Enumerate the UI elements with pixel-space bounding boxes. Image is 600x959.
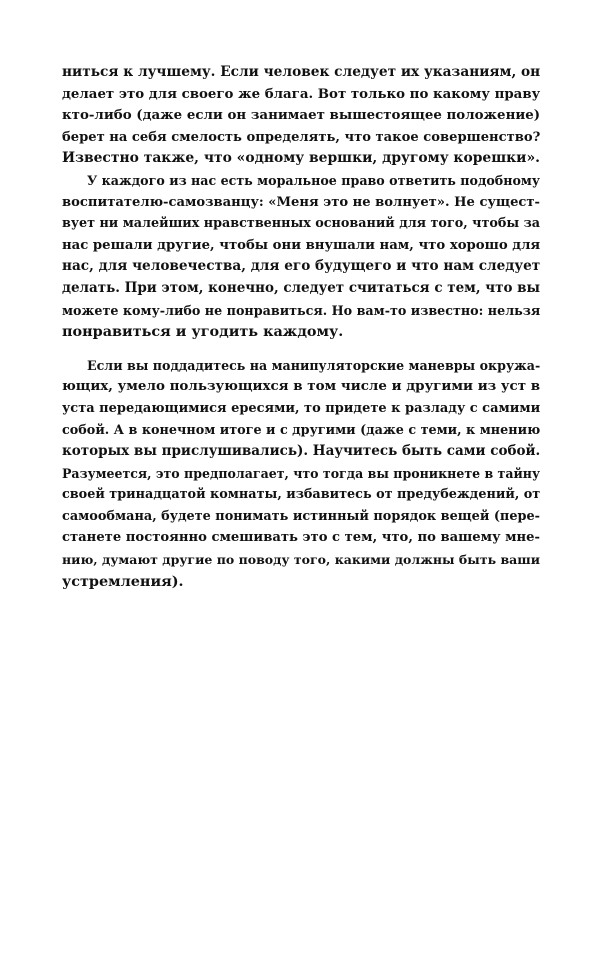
paragraph-1 (62, 62, 540, 170)
text-line: делает это для своего же блага. Вот только по какому праву (62, 85, 541, 102)
text-line: ющих, умело пользующихся в том числе и другими из уст в (62, 378, 541, 395)
text-line: станете постоянно смешивать это с тем, что, по вашему мне- (62, 530, 540, 546)
text-line: вует ни малейших нравственных оснований для того, чтобы за (62, 216, 540, 232)
text-line: Если вы поддадитесь на манипуляторские маневры окружа- (87, 357, 541, 373)
text-line: делать. При этом, конечно, следует считаться с тем, что вы (62, 279, 540, 296)
text-line: кто-либо (даже если он занимает вышестоящее положение) (62, 107, 541, 124)
text-line: Разумеется, это предполагает, что тогда вы проникнете в тайну (62, 465, 540, 481)
text-line: нию, думают другие по поводу того, какими должны быть ваши (62, 552, 540, 568)
text-line: понравиться и угодить каждому. (62, 323, 344, 341)
paragraph-gap (62, 343, 540, 355)
text-line: которых вы прислушивались). Научитесь быть сами собой. (62, 443, 541, 460)
text-line: У каждого из нас есть моральное право ответить подобному (87, 172, 540, 188)
text-line: своей тринадцатой комнаты, избавитесь от предубеждений, от (62, 487, 541, 503)
text-line: можете кому-либо не понравиться. Но вам-то известно: нельзя (62, 302, 541, 318)
text-line: уста передающимися ересями, то придете к разладу с самими (62, 400, 541, 416)
text-line: нас решали другие, чтобы они внушали нам, что хорошо для (62, 237, 541, 253)
text-line: берет на себя смелость определять, что такое совершенство? (62, 129, 541, 145)
text-line: Известно также, что «одному вершки, другому корешки». (62, 150, 540, 167)
text-line: собой. А в конечном итоге и с другими (даже с теми, к мнению (62, 422, 541, 438)
text-line: устремления). (62, 572, 184, 590)
paragraph-3 (62, 355, 540, 593)
text-line: нас, для человечества, для его будущего и что нам следует (62, 258, 541, 275)
body-text (62, 62, 540, 592)
text-line: воспитателю-самозванцу: «Меня это не волнует». Не сущест- (62, 194, 540, 210)
text-line: самообмана, будете понимать истинный порядок вещей (пере- (62, 508, 540, 524)
text-line: ниться к лучшему. Если человек следует их указаниям, он (62, 64, 541, 80)
paragraph-2 (62, 170, 540, 343)
